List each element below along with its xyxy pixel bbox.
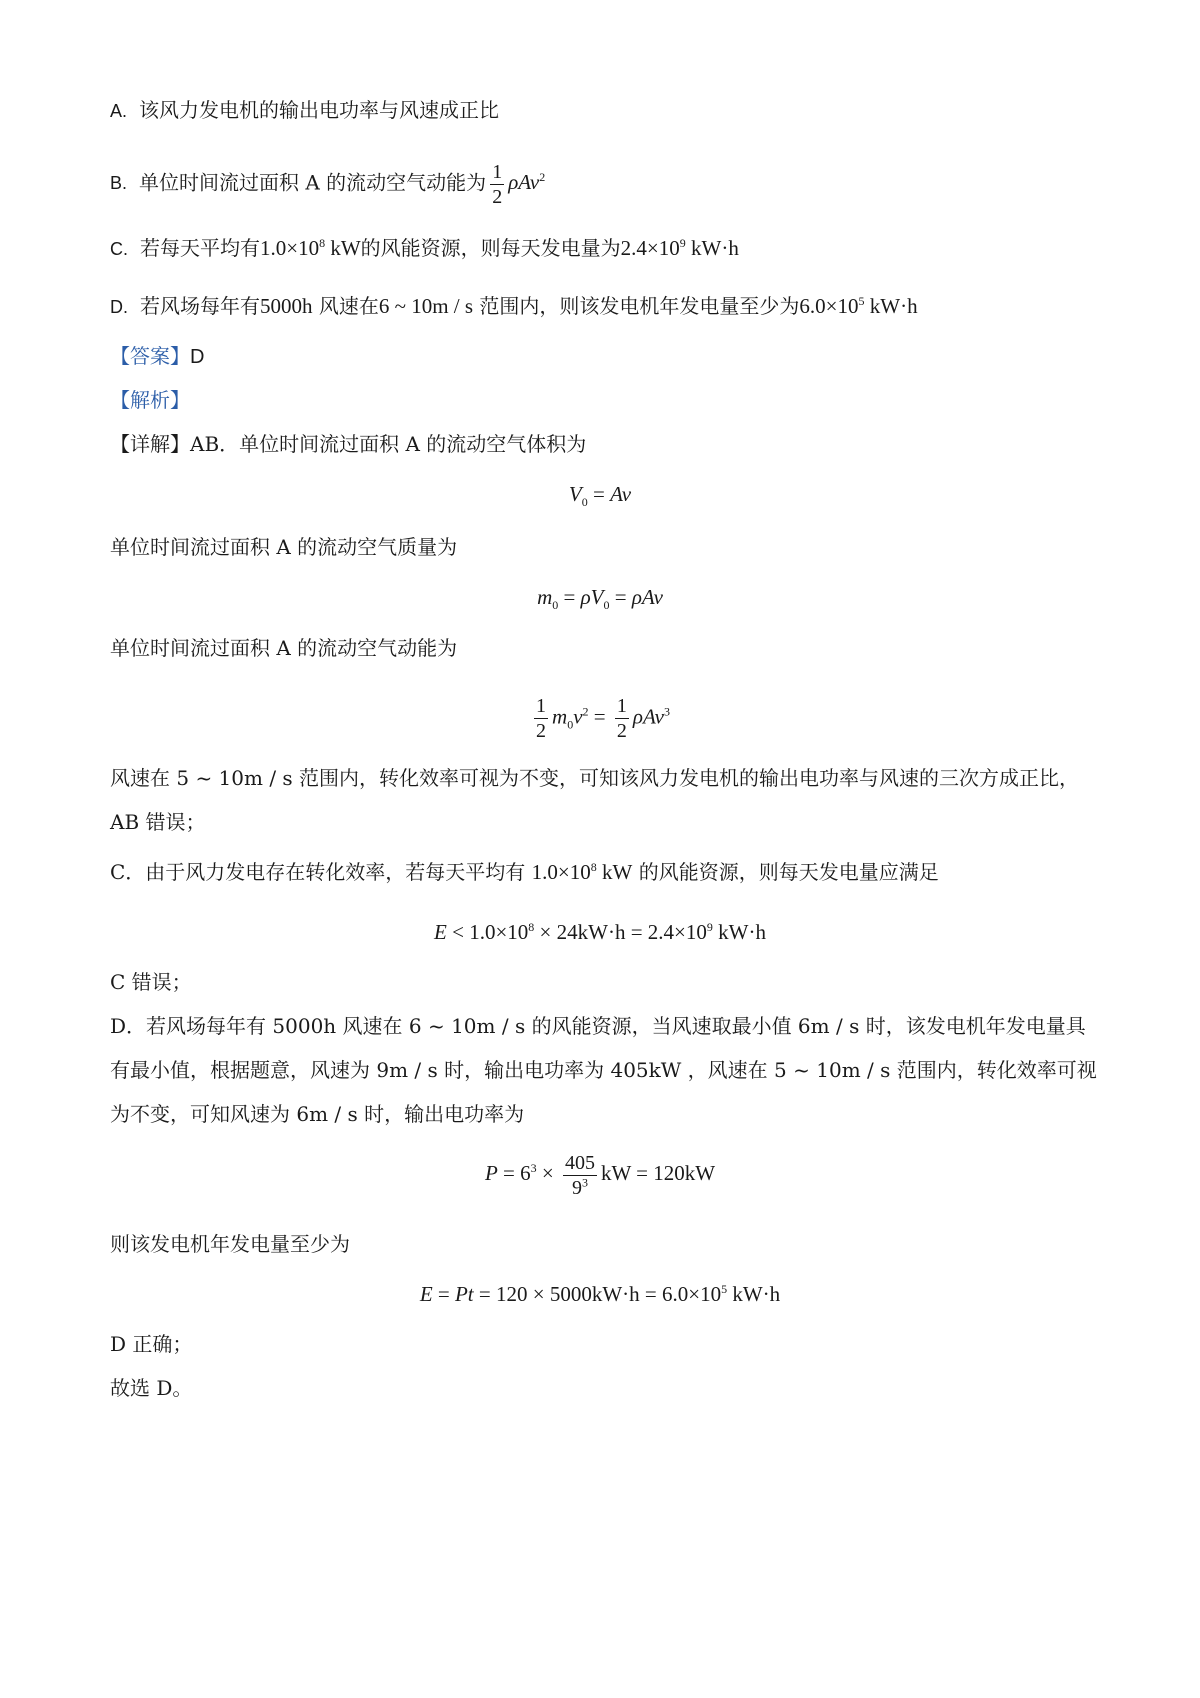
detail-ke-intro: 单位时间流过面积 A 的流动空气动能为 bbox=[110, 636, 458, 660]
detail-d-line-2: 有最小值，根据题意，风速为 9m / s 时，输出电功率为 405kW ，风速在 5 ~ 10m / s 范围内，转化效率可视 bbox=[110, 1058, 1097, 1082]
option-d-value1: 5000h bbox=[260, 294, 313, 318]
option-c-label: C. bbox=[110, 239, 128, 259]
equation-power: $P = 6^3$ × $\frac{405}{9^3}$ kW = 120kW bbox=[484, 1151, 716, 1199]
detail-mass-intro: 单位时间流过面积 A 的流动空气质量为 bbox=[110, 535, 458, 559]
analysis-label: 【解析】 bbox=[110, 388, 190, 412]
answer-value: D bbox=[190, 346, 205, 368]
option-c-text2: 的风能资源，则每天发电量为 bbox=[360, 236, 621, 260]
option-a-label: A. bbox=[110, 101, 128, 121]
option-a bbox=[110, 96, 499, 125]
detail-ab-text: AB．单位时间流过面积 A 的流动空气体积为 bbox=[190, 432, 587, 456]
option-c-value2: $2.4\times 10^9$ kW·h bbox=[620, 236, 739, 260]
option-b-formula: $\frac{1}{2}$ ρAv$^2$ bbox=[492, 161, 546, 208]
option-b bbox=[110, 160, 545, 209]
equation-volume: $V_0 = Av$ bbox=[568, 482, 632, 510]
detail-c-conclusion: C 错误； bbox=[110, 970, 192, 994]
equation-kinetic-energy: $\frac{1}{2}$ $m_0v^2$ = $\frac{1}{2}$ ρAv$^3$ bbox=[536, 695, 670, 742]
detail-label: 【详解】 bbox=[110, 432, 190, 456]
option-c-text1: 若每天平均有 bbox=[140, 236, 260, 260]
detail-final-choice: 故选 D。 bbox=[110, 1376, 193, 1400]
detail-d-conclusion: D 正确； bbox=[110, 1332, 193, 1356]
option-d-text2: 风速在 bbox=[318, 294, 379, 318]
option-d-value2: 6 ~ 10m / s bbox=[378, 294, 474, 318]
detail-ab-conclusion-2: AB 错误； bbox=[110, 810, 206, 834]
equation-daily-energy: $E < 1.0\times 10^8 \times 24kW\cdot h = 2.4\times 10^9$ kW·h bbox=[434, 920, 766, 944]
detail-ab-intro bbox=[110, 430, 586, 458]
detail-ab-conclusion-1: 风速在 5 ~ 10m / s 范围内，转化效率可视为不变，可知该风力发电机的输出电功率与风速的三次方成正比， bbox=[110, 766, 1080, 790]
option-d-text1: 若风场每年有 bbox=[140, 294, 260, 318]
equation-mass: $m_0 = \rho V_0 = \rho Av$ bbox=[537, 585, 663, 613]
option-b-text: 单位时间流过面积 A 的流动空气动能为 bbox=[139, 170, 487, 195]
equation-annual-energy: $E = Pt = 120 \times 5000kW\cdot h = 6.0\times 10^5$ kW·h bbox=[419, 1282, 781, 1306]
detail-d-line-3: 为不变，可知风速为 6m / s 时，输出电功率为 bbox=[110, 1102, 525, 1126]
option-c-value1: $1.0\times 10^8$ kW bbox=[260, 236, 361, 260]
option-b-label: B. bbox=[110, 173, 128, 194]
option-c bbox=[110, 234, 739, 263]
option-a-text: 该风力发电机的输出电功率与风速成正比 bbox=[139, 98, 500, 122]
detail-d-line-4: 则该发电机年发电量至少为 bbox=[110, 1232, 350, 1256]
option-d bbox=[110, 292, 918, 321]
option-d-label: D. bbox=[110, 297, 128, 317]
answer-label: 【答案】 bbox=[110, 344, 190, 368]
detail-d-line-1: D．若风场每年有 5000h 风速在 6 ~ 10m / s 的风能资源，当风速取最小值 6m / s 时，该发电机年发电量具 bbox=[110, 1014, 1086, 1038]
option-d-value3: $6.0\times 10^5$ kW·h bbox=[799, 294, 918, 318]
detail-c-intro: C．由于风力发电存在转化效率，若每天平均有 $1.0\times 10^8$ kW 的风能资源，则每天发电量应满足 bbox=[110, 860, 939, 884]
analysis-line bbox=[110, 386, 190, 414]
option-d-text3: 范围内，则该发电机年发电量至少为 bbox=[479, 294, 800, 318]
answer-line bbox=[110, 342, 204, 371]
